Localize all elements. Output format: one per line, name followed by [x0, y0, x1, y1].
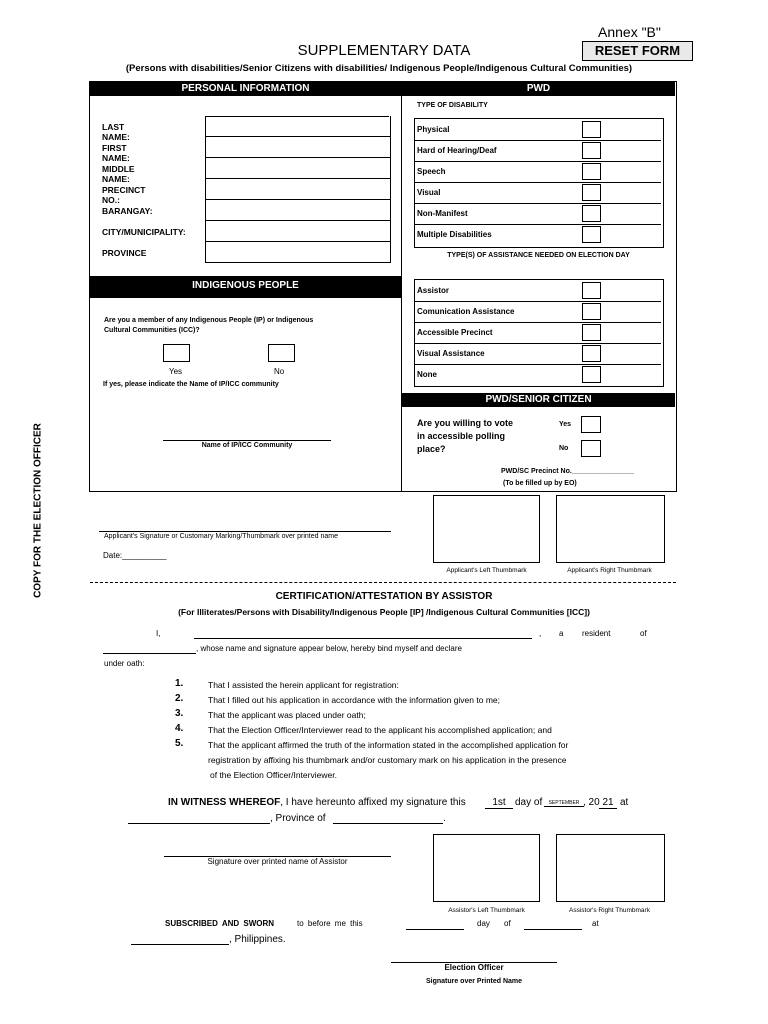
disability-row: [415, 161, 661, 183]
province-input[interactable]: [205, 242, 391, 263]
assistance-label: None: [417, 370, 437, 379]
disability-row: [415, 140, 661, 162]
ip-community-line[interactable]: [163, 440, 331, 441]
assistor-name-line[interactable]: [194, 638, 532, 639]
vote-no-checkbox[interactable]: [581, 440, 601, 457]
visual-checkbox[interactable]: [582, 184, 601, 201]
multiple-checkbox[interactable]: [582, 226, 601, 243]
barangay-label: BARANGAY:: [102, 206, 153, 216]
column-divider: [401, 81, 402, 491]
disability-row: [415, 119, 661, 141]
witness-period: .: [443, 813, 446, 824]
assistor-left-thumbmark-box[interactable]: [433, 834, 540, 902]
witness-at: at: [620, 797, 629, 808]
first-name-label: FIRST NAME:: [102, 143, 130, 163]
assistor-signature-caption: Signature over printed name of Assistor: [207, 857, 348, 866]
ip-yes-label: Yes: [169, 367, 183, 376]
subscribed-place-line[interactable]: [131, 944, 229, 945]
page-title: SUPPLEMENTARY DATA: [297, 42, 471, 59]
disability-label: Physical: [417, 125, 450, 134]
applicant-right-thumb-caption: Applicant's Right Thumbmark: [567, 567, 652, 574]
witness-month-field[interactable]: SEPTEMBER: [544, 800, 584, 807]
cert-line2: , whose name and signature appear below, hereby bind myself and declare: [196, 644, 462, 653]
witness-place-line[interactable]: [128, 823, 270, 824]
assistance-type-label: TYPE(S) OF ASSISTANCE NEEDED ON ELECTION DAY: [447, 252, 630, 259]
applicant-left-thumb-caption: Applicant's Left Thumbmark: [446, 567, 527, 574]
subscribed-day-label: day: [477, 919, 490, 928]
item5-continued: registration by affixing his thumbmark and/or customary mark on his application in the presence: [208, 755, 567, 765]
item-num: 2.: [175, 693, 184, 704]
ip-no-label: No: [274, 367, 285, 376]
item-text: That I assisted the herein applicant for registration:: [208, 680, 399, 690]
personal-info-header: PERSONAL INFORMATION: [90, 82, 401, 96]
item-num: 4.: [175, 723, 184, 734]
subscribed-label: SUBSCRIBED AND SWORN: [165, 919, 275, 928]
precinct-label: PRECINCT NO.:: [102, 185, 146, 205]
page-subtitle: (Persons with disabilities/Senior Citizens with disabilities/ Indigenous People/Indigenous Cultural Communities): [125, 63, 633, 74]
assistor-left-thumb-caption: Assistor's Left Thumbmark: [448, 907, 525, 914]
ip-community-caption: Name of IP/ICC Community: [201, 442, 293, 449]
communication-checkbox[interactable]: [582, 303, 601, 320]
item-num: 1.: [175, 678, 184, 689]
subscribed-of-label: of: [504, 919, 511, 928]
assistance-row: [415, 343, 661, 365]
day-of-label: day of: [515, 797, 543, 808]
applicant-left-thumbmark-box[interactable]: [433, 495, 540, 563]
applicant-signature-caption: Applicant's Signature or Customary Marking/Thumbmark over printed name: [104, 533, 338, 540]
disability-row: [415, 203, 661, 225]
under-oath: under oath:: [104, 659, 145, 668]
cert-i-label: I,: [156, 629, 161, 638]
disability-type-label: TYPE OF DISABILITY: [417, 102, 488, 109]
last-name-label: LAST NAME:: [102, 122, 130, 142]
witness-text: , I have hereunto affixed my signature this: [280, 797, 466, 808]
indigenous-header: INDIGENOUS PEOPLE: [90, 276, 401, 298]
city-label: CITY/MUNICIPALITY:: [102, 227, 186, 237]
pwd-header: PWD: [402, 82, 675, 96]
certification-title: CERTIFICATION/ATTESTATION BY ASSISTOR: [275, 591, 493, 602]
pwd-sc-precinct[interactable]: PWD/SC Precinct No.________________: [501, 468, 635, 475]
hearing-checkbox[interactable]: [582, 142, 601, 159]
reset-form-button[interactable]: RESET FORM: [582, 41, 693, 61]
assistor-right-thumb-caption: Assistor's Right Thumbmark: [569, 907, 650, 914]
item-text: That I filled out his application in accordance with the information given to me;: [208, 695, 500, 705]
senior-header: PWD/SENIOR CITIZEN: [402, 393, 675, 407]
accessible-precinct-checkbox[interactable]: [582, 324, 601, 341]
item-num: 3.: [175, 708, 184, 719]
precinct-note: (To be filled up by EO): [503, 480, 577, 487]
barangay-input[interactable]: [205, 200, 391, 221]
election-officer-caption: Signature over Printed Name: [425, 978, 523, 985]
item-num: 5.: [175, 738, 184, 749]
subscribed-at-label: at: [592, 919, 599, 928]
item-text: That the Election Officer/Interviewer read to the applicant his accomplished application; and: [208, 725, 552, 735]
assistance-row: [415, 280, 661, 302]
first-name-input[interactable]: [205, 137, 391, 158]
assistance-row: [415, 322, 661, 344]
election-officer-title: Election Officer: [444, 963, 504, 972]
cert-a: a: [559, 629, 564, 638]
vote-no-label: No: [559, 445, 569, 452]
witness-year-field[interactable]: 21: [599, 797, 617, 809]
cert-resident: resident: [582, 629, 611, 638]
assistance-label: Accessible Precinct: [417, 328, 493, 337]
witness-statement: [168, 797, 466, 808]
assistance-label: Assistor: [417, 286, 450, 295]
vote-yes-checkbox[interactable]: [581, 416, 601, 433]
subscribed-day-line[interactable]: [406, 929, 464, 930]
disability-label: Visual: [417, 188, 441, 197]
witness-bold: IN WITNESS WHEREOF: [168, 797, 281, 808]
assistor-checkbox[interactable]: [582, 282, 601, 299]
disability-label: Non-Manifest: [417, 209, 468, 218]
city-input[interactable]: [205, 221, 391, 242]
item-text: That the applicant was placed under oath;: [208, 710, 366, 720]
witness-day-field[interactable]: 1st: [485, 797, 513, 809]
accessible-vote-question: Are you willing to vote in accessible polling place?: [417, 418, 514, 454]
ip-yes-checkbox[interactable]: [163, 344, 190, 362]
witness-province-line[interactable]: [333, 823, 443, 824]
philippines-label: , Philippines.: [229, 934, 286, 945]
assistance-label: Comunication Assistance: [417, 307, 515, 316]
assistance-row: [415, 364, 661, 385]
applicant-date[interactable]: Date:__________: [103, 551, 167, 560]
vote-yes-label: Yes: [559, 421, 572, 428]
cert-of: of: [640, 629, 647, 638]
visual-assistance-checkbox[interactable]: [582, 345, 601, 362]
applicant-signature-line[interactable]: [99, 531, 391, 532]
disability-row: [415, 182, 661, 204]
ip-if-yes-text: If yes, please indicate the Name of IP/ICC community: [103, 381, 279, 388]
side-copy-label: COPY FOR THE ELECTION OFFICER: [32, 423, 44, 598]
year-prefix: , 20: [583, 797, 600, 808]
last-name-input[interactable]: [205, 116, 391, 137]
speech-checkbox[interactable]: [582, 163, 601, 180]
province-label: PROVINCE: [102, 248, 147, 258]
cut-line: [90, 582, 676, 583]
disability-row: [415, 224, 661, 245]
middle-name-input[interactable]: [205, 158, 391, 179]
physical-checkbox[interactable]: [582, 121, 601, 138]
assistor-right-thumbmark-box[interactable]: [556, 834, 665, 902]
applicant-right-thumbmark-box[interactable]: [556, 495, 665, 563]
non-manifest-checkbox[interactable]: [582, 205, 601, 222]
none-checkbox[interactable]: [582, 366, 601, 383]
subscribed-month-line[interactable]: [524, 929, 582, 930]
disability-table: [414, 118, 664, 248]
residence-line[interactable]: [103, 653, 196, 654]
assistance-table: [414, 279, 664, 387]
assistance-label: Visual Assistance: [417, 349, 485, 358]
disability-label: Speech: [417, 167, 446, 176]
province-of-label: , Province of: [270, 813, 326, 824]
middle-name-label: MIDDLE NAME:: [102, 164, 135, 184]
ip-no-checkbox[interactable]: [268, 344, 295, 362]
item-text: That the applicant affirmed the truth of the information stated in the accomplished application for: [208, 740, 569, 750]
item5-continued-2: of the Election Officer/Interviewer.: [210, 770, 337, 780]
cert-comma: ,: [539, 629, 542, 638]
disability-label: Hard of Hearing/Deaf: [417, 146, 497, 155]
to-before-text: to before me this: [297, 919, 363, 928]
precinct-input[interactable]: [205, 179, 391, 200]
annex-label: Annex "B": [598, 24, 661, 40]
assistance-row: [415, 301, 661, 323]
personal-info-fields: [90, 116, 401, 266]
indigenous-question: Are you a member of any Indigenous People (IP) or Indigenous Cultural Communities (ICC)?: [104, 317, 314, 334]
certification-subtitle: (For Illiterates/Persons with Disability/Indigenous People [IP] /Indigenous Cultural Communities [ICC]): [178, 607, 590, 617]
disability-label: Multiple Disabilities: [417, 230, 492, 239]
